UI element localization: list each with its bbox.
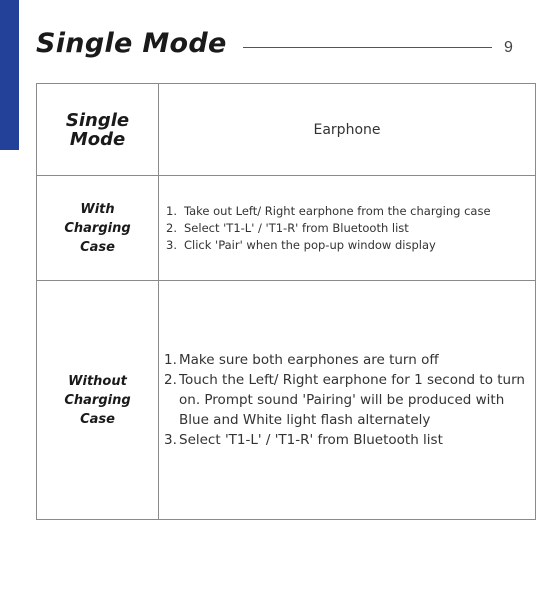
row-mode-cell [37,281,159,520]
row-steps-cell [159,281,536,520]
table-header-row [37,84,536,176]
row-mode-cell [37,176,159,281]
step-text: Take out Left/ Right earphone from the charging case [184,203,491,218]
step-text: Select 'T1-L' / 'T1-R' from Bluetooth list [184,220,409,235]
table-row [37,281,536,520]
step-number: 3. [166,237,177,252]
list-item [164,370,529,430]
table-row [37,176,536,281]
header-earphone-label: Earphone [313,121,381,138]
step-number: 1. [164,352,177,368]
step-number: 1. [166,203,177,218]
header-earphone-cell [159,84,536,176]
list-item [166,220,531,237]
step-text: Touch the Left/ Right earphone for 1 second to turn on. Prompt sound 'Pairing' will be produced with Blue and White light flash alternately [179,372,525,428]
row-mode-label: Without Charging Case [64,373,131,427]
step-number: 2. [164,372,177,388]
list-item [164,350,529,370]
row-mode-label: With Charging Case [64,201,131,255]
step-text: Make sure both earphones are turn off [179,352,439,368]
steps-list [164,350,529,450]
title-divider [243,47,492,48]
header-mode-label: Single Mode [65,109,130,150]
step-number: 3. [164,432,177,448]
list-item [166,237,531,254]
list-item [166,203,531,220]
list-item [164,430,529,450]
single-mode-table [36,83,536,520]
side-accent-bar [0,0,19,150]
header-mode-cell [37,84,159,176]
step-text: Select 'T1-L' / 'T1-R' from Bluetooth list [179,432,443,448]
page-number: 9 [504,39,513,56]
step-number: 2. [166,220,177,235]
row-steps-cell [159,176,536,281]
steps-list [166,203,531,254]
step-text: Click 'Pair' when the pop-up window display [184,237,436,252]
page-title: Single Mode [36,28,227,59]
